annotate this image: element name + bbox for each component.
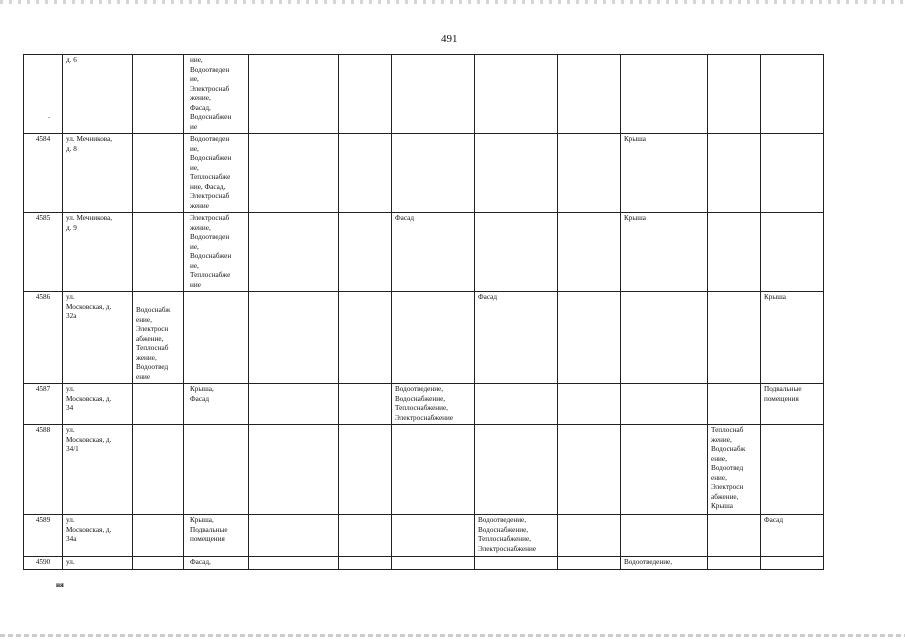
table-cell <box>621 55 708 134</box>
cell-text: ул. Московская, д. 32а <box>66 293 112 320</box>
row-number-cell <box>24 292 63 384</box>
table-cell <box>708 557 761 570</box>
table-cell <box>558 134 621 213</box>
repair-schedule-table <box>23 54 824 570</box>
table-cell <box>133 557 184 570</box>
cell-text: ул. Мечникова, д. 8 <box>66 135 113 153</box>
cell-text: ул. Московская, д. 34а <box>66 516 112 543</box>
table-cell <box>621 515 708 557</box>
table-cell <box>708 213 761 292</box>
cell-text: 4585 <box>35 214 51 222</box>
table-cell <box>133 55 184 134</box>
table-cell <box>621 384 708 425</box>
table-cell <box>475 55 558 134</box>
table-cell <box>184 515 249 557</box>
scan-artifact-bottom <box>0 634 905 637</box>
table-row <box>24 134 824 213</box>
table-cell <box>339 213 392 292</box>
cell-text: 4588 <box>35 426 51 434</box>
table-cell <box>133 213 184 292</box>
table-cell <box>475 213 558 292</box>
table-cell <box>184 425 249 515</box>
table-cell <box>621 134 708 213</box>
side-mark: - <box>48 113 51 121</box>
table-cell <box>761 515 824 557</box>
table-cell <box>475 384 558 425</box>
table-cell <box>761 134 824 213</box>
table-cell <box>339 134 392 213</box>
table-cell <box>621 425 708 515</box>
table-cell <box>392 557 475 570</box>
table-cell <box>761 292 824 384</box>
table-row <box>24 384 824 425</box>
cell-text: Электроснаб жение, Водоотведен ие, Водоснабжен ие, Теплоснабже ние <box>190 214 232 289</box>
table-cell <box>249 384 339 425</box>
cell-text: 4584 <box>35 135 51 143</box>
cell-text: Крыша, Подвальные помещения <box>190 516 228 543</box>
table-cell <box>392 55 475 134</box>
table-cell <box>708 425 761 515</box>
table-cell <box>63 557 133 570</box>
table-cell <box>392 515 475 557</box>
table-cell <box>339 292 392 384</box>
table-cell <box>475 557 558 570</box>
table-cell <box>63 292 133 384</box>
table-cell <box>184 213 249 292</box>
table-cell <box>63 384 133 425</box>
row-number-cell <box>24 425 63 515</box>
row-number-cell <box>24 213 63 292</box>
table-cell <box>558 55 621 134</box>
cell-text: Фасад, <box>190 558 211 566</box>
repair-schedule-table-wrap <box>23 54 824 570</box>
cell-text: ние, Водоотведен ие, Электроснаб жение, Фасад, Водоснабжен ие <box>190 56 232 131</box>
cell-text: ул. Московская, д. 34 <box>66 385 112 412</box>
table-cell <box>621 213 708 292</box>
table-cell <box>184 557 249 570</box>
table-cell <box>63 55 133 134</box>
table-cell <box>392 213 475 292</box>
cell-text: 4590 <box>35 558 51 566</box>
table-cell <box>708 55 761 134</box>
table-cell <box>392 384 475 425</box>
row-number-cell <box>24 557 63 570</box>
cell-text: Фасад <box>478 293 497 301</box>
table-cell <box>184 134 249 213</box>
cell-text: 4586 <box>35 293 51 301</box>
table-cell <box>558 384 621 425</box>
table-cell <box>761 213 824 292</box>
table-cell <box>708 384 761 425</box>
table-cell <box>761 55 824 134</box>
table-cell <box>558 425 621 515</box>
table-cell <box>558 515 621 557</box>
table-cell <box>249 134 339 213</box>
table-cell <box>761 557 824 570</box>
table-cell <box>339 55 392 134</box>
table-cell <box>63 213 133 292</box>
table-cell <box>708 292 761 384</box>
table-cell <box>392 292 475 384</box>
table-row <box>24 425 824 515</box>
table-cell <box>392 425 475 515</box>
table-cell <box>475 134 558 213</box>
table-cell <box>63 134 133 213</box>
table-row <box>24 213 824 292</box>
cell-text: Крыша <box>624 214 646 222</box>
table-cell <box>761 425 824 515</box>
cell-text: Водоотведение, Водоснабжение, Теплоснабжение, Электроснабжение <box>395 385 454 422</box>
cell-text: Водоснабж ение, Электроcн абжение, Теплоснаб жение, Водоотвед ение <box>136 306 171 381</box>
table-cell <box>249 515 339 557</box>
table-cell <box>475 515 558 557</box>
row-number-cell <box>24 55 63 134</box>
cell-text: Подвальные помещения <box>764 385 802 403</box>
cell-text: д. 6 <box>66 56 77 64</box>
table-cell <box>339 515 392 557</box>
cell-text: ул. Мечникова, д. 9 <box>66 214 113 232</box>
table-cell <box>184 292 249 384</box>
cell-text: Теплоснаб жение, Водоснабж ение, Водоотвед ение, Электроcн абжение, Крыша <box>711 426 746 510</box>
table-cell <box>392 134 475 213</box>
table-cell <box>558 292 621 384</box>
cell-text: Крыша <box>764 293 786 301</box>
table-row <box>24 515 824 557</box>
table-cell <box>133 515 184 557</box>
table-cell <box>249 425 339 515</box>
cell-text: 4589 <box>35 516 51 524</box>
cell-text: Водоотведение, <box>624 558 673 566</box>
cell-text: Крыша, Фасад <box>190 385 214 403</box>
table-cell <box>475 292 558 384</box>
table-cell <box>249 213 339 292</box>
cell-text: Фасад <box>764 516 783 524</box>
table-cell <box>708 515 761 557</box>
table-cell <box>339 557 392 570</box>
cell-text: Водоотведение, Водоснабжение, Теплоснабжение, Электроснабжение <box>478 516 537 553</box>
table-cell <box>133 134 184 213</box>
footnote: ня <box>56 581 64 589</box>
table-row <box>24 55 824 134</box>
scan-artifact-top <box>0 0 905 4</box>
table-cell <box>133 292 184 384</box>
table-cell <box>708 134 761 213</box>
page-number: 491 <box>441 33 458 45</box>
row-number-cell <box>24 384 63 425</box>
table-cell <box>249 557 339 570</box>
table-cell <box>63 425 133 515</box>
cell-text: Водоотведен ие, Водоснабжен ие, Теплоснабже ние, Фасад, Электроснаб жение <box>190 135 232 210</box>
table-row <box>24 557 824 570</box>
table-cell <box>63 515 133 557</box>
table-cell <box>558 557 621 570</box>
cell-text: Крыша <box>624 135 646 143</box>
table-cell <box>558 213 621 292</box>
table-row <box>24 292 824 384</box>
table-cell <box>761 384 824 425</box>
cell-text: 4587 <box>35 385 51 393</box>
table-cell <box>133 384 184 425</box>
row-number-cell <box>24 515 63 557</box>
table-cell <box>339 384 392 425</box>
table-cell <box>184 384 249 425</box>
table-cell <box>621 292 708 384</box>
table-cell <box>621 557 708 570</box>
cell-text: ул. <box>66 558 75 566</box>
table-cell <box>184 55 249 134</box>
table-cell <box>249 292 339 384</box>
table-cell <box>249 55 339 134</box>
table-cell <box>133 425 184 515</box>
cell-text: ул. Московская, д. 34/1 <box>66 426 112 453</box>
table-cell <box>339 425 392 515</box>
table-cell <box>475 425 558 515</box>
cell-text: Фасад <box>395 214 414 222</box>
row-number-cell <box>24 134 63 213</box>
